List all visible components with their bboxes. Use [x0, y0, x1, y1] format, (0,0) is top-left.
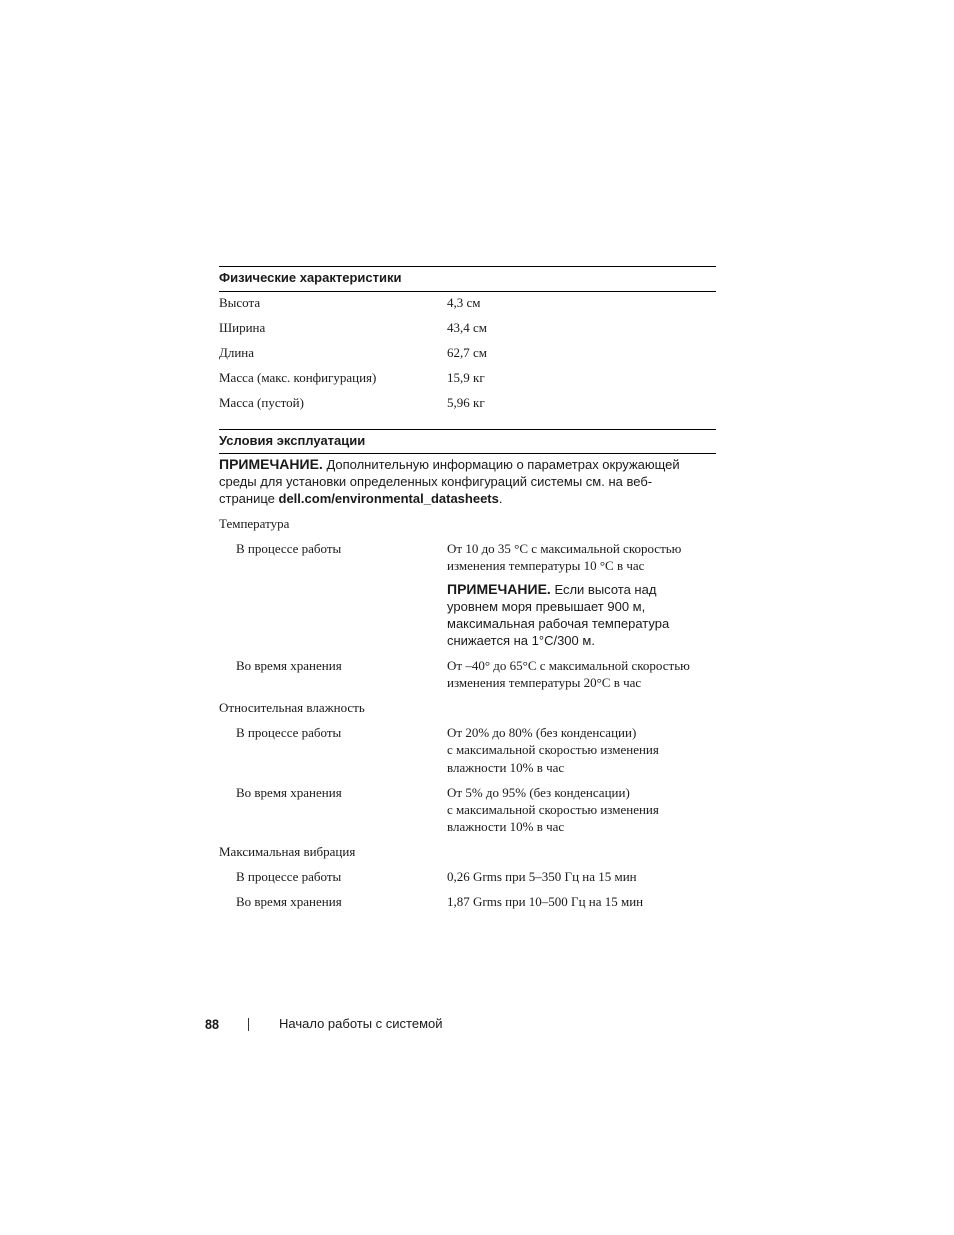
humidity-operating-value-1: От 20% до 80% (без конденсации): [447, 725, 637, 740]
spec-value-width: 43,4 см: [447, 320, 487, 335]
spec-label-mass-empty: Масса (пустой): [219, 395, 304, 410]
env-note-line-2: среды для установки определенных конфигураций системы см. на веб-: [219, 474, 653, 489]
humidity-operating-value-2: с максимальной скоростью изменения: [447, 742, 659, 757]
humidity-label: Относительная влажность: [219, 700, 365, 715]
spec-label-mass-max: Масса (макс. конфигурация): [219, 370, 377, 385]
note-text-3-prefix: странице: [219, 491, 275, 506]
note-text-1: Дополнительную информацию о параметрах окружающей: [326, 457, 680, 472]
spec-label-length: Длина: [219, 345, 255, 360]
temp-operating-value-1: От 10 до 35 °C с максимальной скоростью: [447, 541, 682, 556]
vibration-storage-value: 1,87 Grms при 10–500 Гц на 15 мин: [447, 894, 644, 909]
vibration-label: Максимальная вибрация: [219, 844, 356, 859]
section-heading-environment: [219, 429, 716, 454]
temp-note-text-1: Если высота над: [554, 582, 657, 597]
temp-operating-value-2: изменения температуры 10 °C в час: [447, 558, 645, 573]
footer-separator: [248, 1018, 249, 1031]
humidity-operating-value-3: влажности 10% в час: [447, 760, 565, 775]
footer-chapter-title: Начало работы с системой: [279, 1016, 443, 1031]
temp-note-line-2: уровнем моря превышает 900 м,: [447, 599, 646, 614]
env-note-line-3: [219, 490, 503, 507]
humidity-storage-value-1: От 5% до 95% (без конденсации): [447, 785, 630, 800]
temp-storage-value-1: От –40° до 65°C с максимальной скоростью: [447, 658, 690, 673]
humidity-storage-value-2: с максимальной скоростью изменения: [447, 802, 659, 817]
datasheets-link[interactable]: dell.com/environmental_datasheets: [278, 491, 499, 506]
spec-value-mass-empty: 5,96 кг: [447, 395, 485, 410]
temp-storage-label: Во время хранения: [236, 658, 342, 673]
spec-label-width: Ширина: [219, 320, 266, 335]
note-text-3-suffix: .: [498, 491, 503, 506]
temp-note-label: ПРИМЕЧАНИЕ.: [447, 581, 551, 597]
humidity-storage-value-3: влажности 10% в час: [447, 819, 565, 834]
env-note-line-1: [219, 456, 680, 473]
humidity-storage-label: Во время хранения: [236, 785, 342, 800]
note-label: ПРИМЕЧАНИЕ.: [219, 456, 323, 472]
spec-value-length: 62,7 см: [447, 345, 487, 360]
vibration-operating-value: 0,26 Grms при 5–350 Гц на 15 мин: [447, 869, 637, 884]
spec-label-height: Высота: [219, 295, 261, 310]
temperature-label: Температура: [219, 516, 290, 531]
vibration-storage-label: Во время хранения: [236, 894, 342, 909]
humidity-operating-label: В процессе работы: [236, 725, 342, 740]
temp-note-line-1: [447, 581, 656, 598]
section-heading-physical: [219, 266, 716, 292]
page-number: 88: [205, 1016, 220, 1032]
temp-note-line-4: снижается на 1°C/300 м.: [447, 633, 595, 648]
spec-value-height: 4,3 см: [447, 295, 481, 310]
spec-value-mass-max: 15,9 кг: [447, 370, 485, 385]
temp-operating-label: В процессе работы: [236, 541, 342, 556]
temp-storage-value-2: изменения температуры 20°C в час: [447, 675, 642, 690]
vibration-operating-label: В процессе работы: [236, 869, 342, 884]
section-heading-physical-text: Физические характеристики: [219, 270, 402, 285]
section-heading-environment-text: Условия эксплуатации: [219, 433, 366, 448]
temp-note-line-3: максимальная рабочая температура: [447, 616, 670, 631]
